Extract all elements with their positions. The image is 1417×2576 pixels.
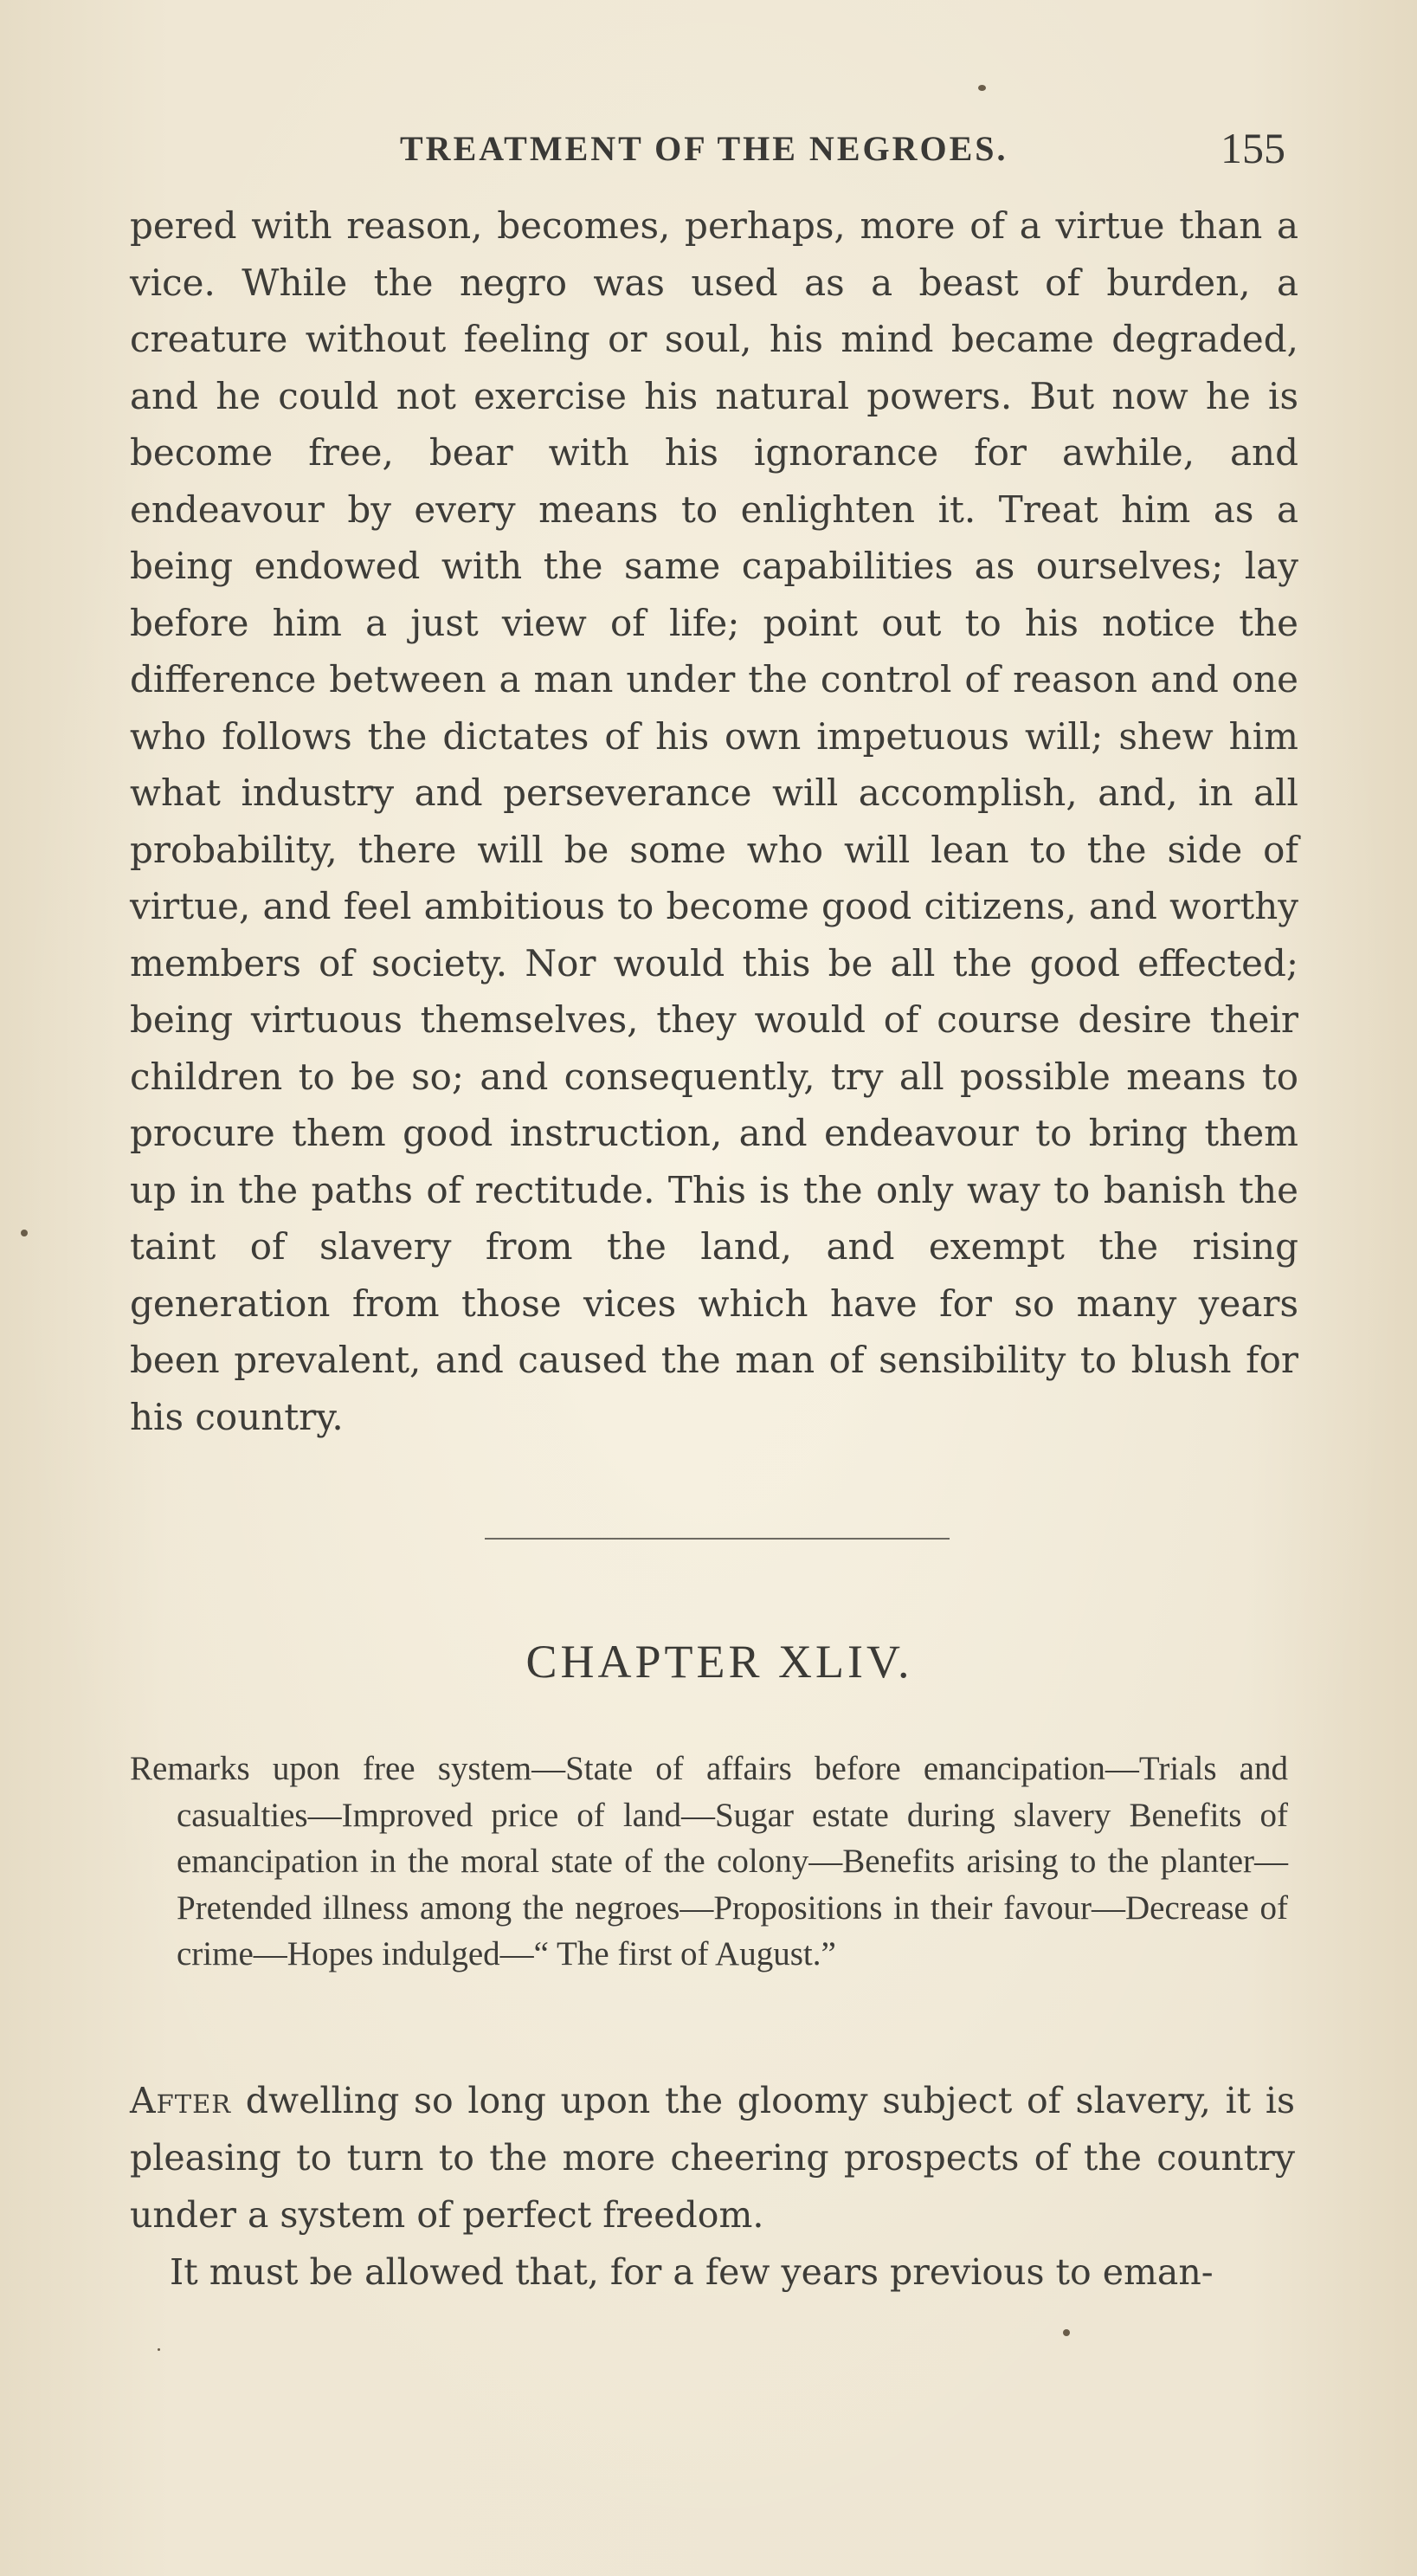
chapter-synopsis: Remarks upon free system—State of affairs before emancipation—Trials and casualties—Improved price of land—Sugar estate during slavery Benefits of emancipation in the moral state of the colony—Benefits arising to the planter—Pretended illness among the negroes—Propositions in their favour—Decrease of crime—Hopes indulged—“ The first of August.” [130, 1750, 1288, 1972]
body-text [130, 197, 1298, 1445]
chapter-opening [130, 2072, 1295, 2301]
page-number: 155 [1221, 124, 1285, 172]
running-head [0, 123, 1417, 175]
body-paragraph: pered with reason, becomes, perhaps, more of a virtue than a vice. While the negro was used as a beast of burden, a creature without feeling or soul, his mind became degraded, and he could not exercise his natural powers. But now he is become free, bear with his ignorance for awhile, and endeavour by every means to enlighten it. Treat him as a being endowed with the same capabilities as ourselves; lay before him a just view of life; point out to his notice the difference between a man under the control of reason and one who follows the dictates of his own impetuous will; shew him what industry and perseverance will accomplish, and, in all probability, there will be some who will lean to the side of virtue, and feel ambitious to become good citizens, and worthy members of society. Nor would this be all the good effected; being virtuous themselves, they would of course desire their children to be so; and consequently, try all possible means to procure them good instruction, and endeavour to bring them up in the paths of rectitude. This is the only way to banish the taint of slavery from the land, and exempt the rising generation from those vices which have for so many years been prevalent, and caused the man of sensibility to blush for his country. [130, 204, 1298, 1438]
ink-speck [21, 1230, 28, 1236]
ink-speck [1063, 2329, 1070, 2336]
opening-first-word: After [130, 2080, 232, 2121]
opening-paragraph-text: dwelling so long upon the gloomy subject of slavery, it is pleasing to turn to the more cheering prospects of the country under a system of perfect freedom. [130, 2080, 1295, 2236]
chapter-title: CHAPTER XLIV. [525, 1636, 913, 1688]
ink-speck [978, 85, 986, 91]
running-title: TREATMENT OF THE NEGROES. [400, 129, 1008, 168]
opening-paragraph [130, 2072, 1295, 2244]
section-divider [485, 1538, 950, 1540]
ink-speck [158, 2348, 160, 2351]
second-paragraph: It must be allowed that, for a few years previous to eman- [170, 2251, 1214, 2293]
